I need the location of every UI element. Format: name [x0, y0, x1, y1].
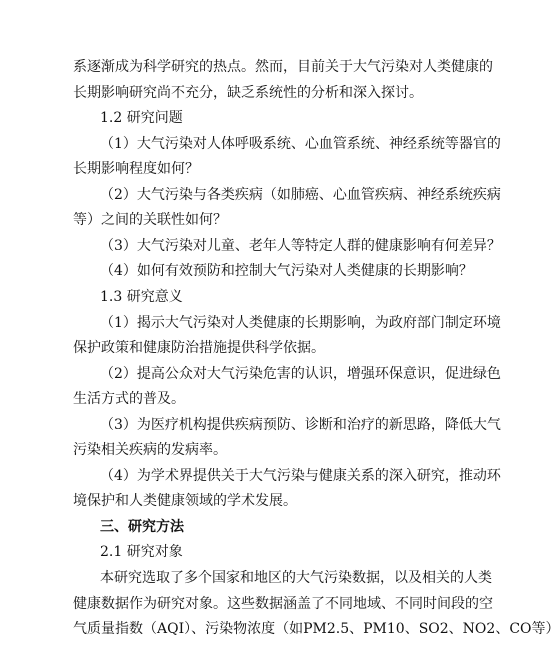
list-item-line: 污染相关疾病的发病率。 — [73, 442, 227, 459]
paragraph-line: 系逐渐成为科学研究的热点。然而，目前关于大气污染对人类健康的 — [73, 59, 493, 75]
list-item-line: （3）为医疗机构提供疾病预防、诊断和治疗的新思路，降低大气 — [100, 416, 501, 433]
list-item-line: 境保护和人类健康领域的学术发展。 — [73, 493, 297, 510]
section-heading-2-1: 2.1 研究对象 — [100, 544, 183, 561]
list-item-line: （4）为学术界提供关于大气污染与健康关系的深入研究，推动环 — [100, 467, 501, 484]
list-item-line: （4）如何有效预防和控制大气污染对人类健康的长期影响？ — [100, 263, 473, 280]
list-item-line: 保护政策和健康防治措施提供科学依据。 — [73, 340, 325, 356]
paragraph-line: 气质量指数（AQI）、污染物浓度（如PM2.5、PM10、SO2、NO2、CO等） — [73, 621, 560, 637]
list-item-line: 长期影响程度如何？ — [73, 161, 199, 178]
paragraph-line: 长期影响研究尚不充分，缺乏系统性的分析和深入探讨。 — [73, 84, 423, 101]
list-item-line: （1）大气污染对人体呼吸系统、心血管系统、神经系统等器官的 — [100, 135, 501, 152]
section-heading-3: 三、研究方法 — [100, 518, 184, 535]
list-item-line: （3）大气污染对儿童、老年人等特定人群的健康影响有何差异？ — [100, 237, 501, 254]
section-heading-1-3: 1.3 研究意义 — [100, 288, 183, 305]
list-item-line: （2）提高公众对大气污染危害的认识，增强环保意识，促进绿色 — [100, 365, 501, 382]
paragraph-line: 本研究选取了多个国家和地区的大气污染数据，以及相关的人类 — [100, 569, 492, 586]
list-item-line: 等）之间的关联性如何？ — [73, 212, 227, 229]
list-item-line: （1）揭示大气污染对人类健康的长期影响，为政府部门制定环境 — [100, 314, 501, 331]
list-item-line: 生活方式的普及。 — [73, 391, 185, 408]
list-item-line: （2）大气污染与各类疾病（如肺癌、心血管疾病、神经系统疾病 — [100, 186, 501, 203]
paragraph-line: 健康数据作为研究对象。这些数据涵盖了不同地域、不同时间段的空 — [73, 595, 493, 612]
section-heading-1-2: 1.2 研究问题 — [100, 110, 183, 127]
